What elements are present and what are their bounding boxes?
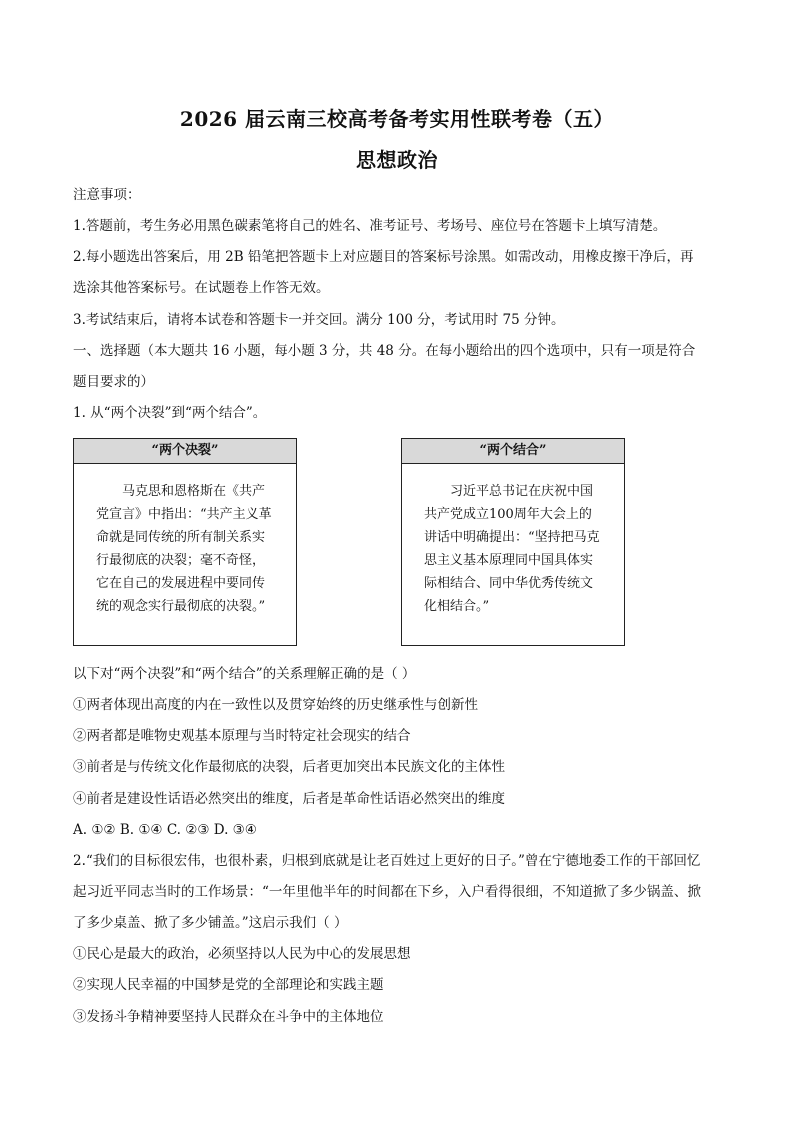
notice-item-2-line-1: 2.每小题选出答案后，用 2B 铅笔把答题卡上对应题目的答案标号涂黑。如需改动，用橡皮擦干净后，再 (73, 249, 694, 265)
question-1-option-3: ③前者是与传统文化作最彻底的决裂，后者更加突出本民族文化的主体性 (73, 759, 505, 775)
exam-title: 2026 届云南三校高考备考实用性联考卷（五） (179, 107, 615, 131)
question-1-stem: 1. 从“两个决裂”到“两个结合”。 (73, 405, 267, 421)
question-2-option-3: ③发扬斗争精神要坚持人民群众在斗争中的主体地位 (73, 1009, 384, 1025)
notice-item-3: 3.考试结束后，请将本试卷和答题卡一并交回。满分 100 分，考试用时 75 分钟。 (73, 312, 565, 328)
section-heading-line-1: 一、选择题（本大题共 16 小题，每小题 3 分，共 48 分。在每小题给出的四个选项中，只有一项是符合 (73, 343, 696, 359)
question-1-option-2: ②两者都是唯物史观基本原理与当时特定社会现实的结合 (73, 728, 411, 744)
material-box-two-integrations (401, 438, 625, 646)
question-2-option-1: ①民心是最大的政治，必须坚持以人民为中心的发展思想 (73, 946, 411, 962)
subject-title: 思想政治 (356, 148, 438, 172)
question-1-prompt: 以下对“两个决裂”和“两个结合”的关系理解正确的是（ ） (73, 666, 416, 682)
material-box-text: 马克思和恩格斯在《共产党宣言》中指出：“共产主义革命就是同传统的所有制关系实行最彻底的决裂；毫不奇怪，它在自己的发展进程中要同传统的观念实行最彻底的决裂。” (96, 484, 272, 614)
material-box-title: “两个决裂” (74, 439, 296, 464)
material-box-text: 习近平总书记在庆祝中国共产党成立100周年大会上的讲话中明确提出：“坚持把马克思主义基本原理同中国具体实际相结合、同中华优秀传统文化相结合。” (424, 484, 600, 614)
question-1-option-4: ④前者是建设性话语必然突出的维度，后者是革命性话语必然突出的维度 (73, 791, 505, 807)
notice-heading: 注意事项： (73, 187, 141, 203)
question-1-option-1: ①两者体现出高度的内在一致性以及贯穿始终的历史继承性与创新性 (73, 697, 478, 713)
material-box-two-ruptures (73, 438, 297, 646)
notice-item-2-line-2: 选涂其他答案标号。在试题卷上作答无效。 (73, 280, 330, 296)
section-heading-line-2: 题目要求的） (73, 374, 154, 390)
question-2-stem-line-2: 起习近平同志当时的工作场景：“一年里他半年的时间都在下乡，入户看得很细，不知道掀了多少锅盖、掀 (73, 884, 701, 900)
material-box-title: “两个结合” (402, 439, 624, 464)
question-2-stem-line-1: 2.“我们的目标很宏伟，也很朴素，归根到底就是让老百姓过上更好的日子。”曾在宁德地委工作的干部回忆 (73, 853, 701, 869)
question-2-stem-line-3: 了多少桌盖、掀了多少铺盖。”这启示我们（ ） (73, 915, 348, 931)
question-1-choices: A. ①② B. ①④ C. ②③ D. ③④ (73, 822, 257, 838)
notice-item-1: 1.答题前，考生务必用黑色碳素笔将自己的姓名、准考证号、考场号、座位号在答题卡上填写清楚。 (73, 218, 667, 234)
question-2-option-2: ②实现人民幸福的中国梦是党的全部理论和实践主题 (73, 977, 384, 993)
